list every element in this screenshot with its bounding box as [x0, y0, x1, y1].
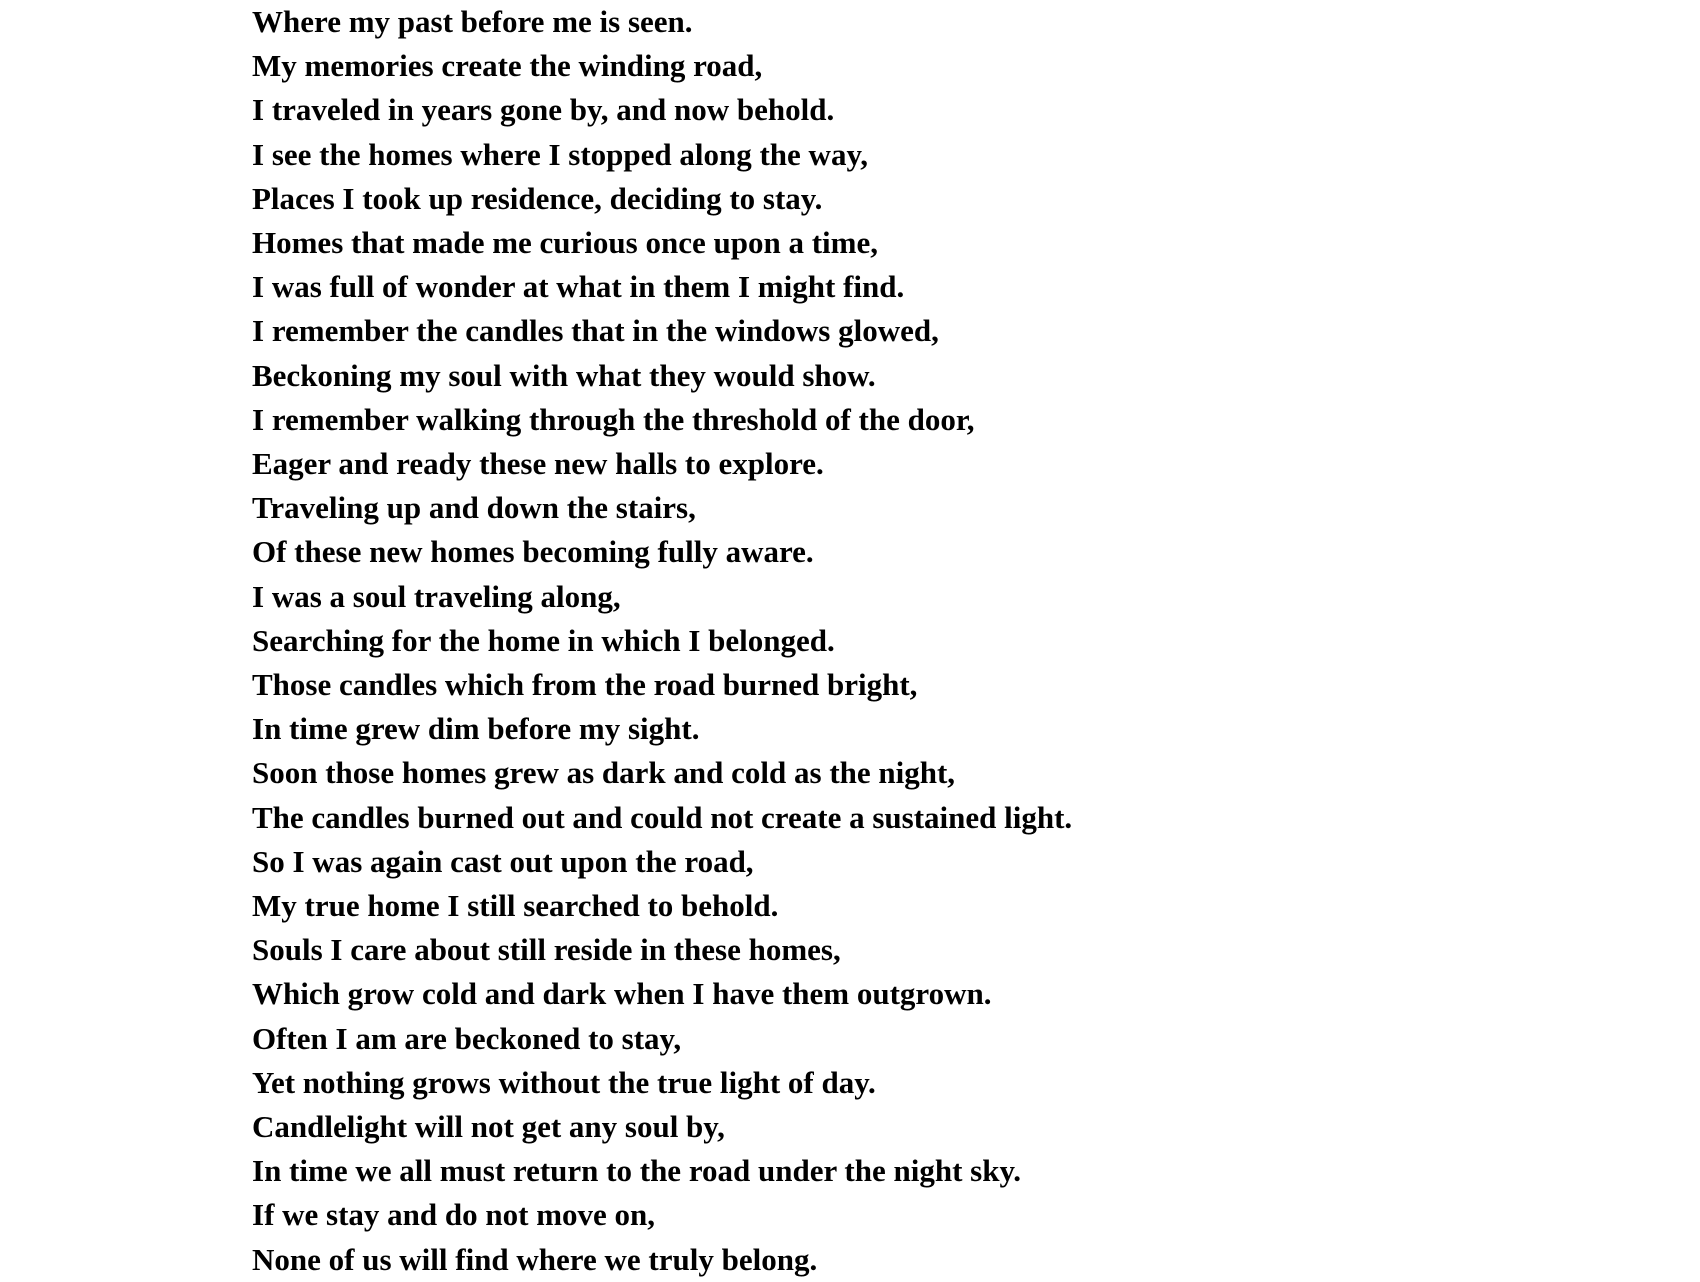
poem-line: My true home I still searched to behold.: [252, 888, 779, 924]
poem-line: Searching for the home in which I belonged.: [252, 622, 835, 658]
poem-line: Yet nothing grows without the true light of day.: [252, 1064, 876, 1100]
poem-line: Those candles which from the road burned bright,: [252, 667, 918, 703]
poem-line: I remember walking through the threshold of the door,: [252, 401, 975, 437]
poem-line: I remember the candles that in the windows glowed,: [252, 313, 939, 349]
poem-line: Places I took up residence, deciding to stay.: [252, 180, 823, 216]
poem-line: I traveled in years gone by, and now behold.: [252, 92, 835, 128]
poem-line: Souls I care about still reside in these homes,: [252, 932, 841, 968]
poem-line: Traveling up and down the stairs,: [252, 490, 696, 526]
poem-line: Beckoning my soul with what they would show.: [252, 357, 876, 393]
poem-line: Soon those homes grew as dark and cold as the night,: [252, 755, 956, 791]
poem-line: Of these new homes becoming fully aware.: [252, 534, 814, 570]
poem-line: I was full of wonder at what in them I might find.: [252, 269, 905, 305]
poem-line: I was a soul traveling along,: [252, 578, 621, 614]
poem-line: Often I am are beckoned to stay,: [252, 1020, 682, 1056]
poem-line: None of us will find where we truly belong.: [252, 1241, 818, 1277]
poem-line: Homes that made me curious once upon a time,: [252, 225, 878, 261]
poem-line: Which grow cold and dark when I have them outgrown.: [252, 976, 992, 1012]
poem-line: In time grew dim before my sight.: [252, 711, 700, 747]
poem-line: In time we all must return to the road under the night sky.: [252, 1153, 1022, 1189]
poem-line: My memories create the winding road,: [252, 48, 763, 84]
poem-line: So I was again cast out upon the road,: [252, 843, 754, 879]
poem-line: If we stay and do not move on,: [252, 1197, 656, 1233]
poem-line: Eager and ready these new halls to explore.: [252, 446, 824, 482]
poem-line: I see the homes where I stopped along the way,: [252, 136, 868, 172]
poem-line: The candles burned out and could not create a sustained light.: [252, 799, 1073, 835]
poem-line: Where my past before me is seen.: [252, 4, 693, 39]
poem-body: [252, 0, 1652, 1282]
poem-line: Candlelight will not get any soul by,: [252, 1109, 725, 1145]
